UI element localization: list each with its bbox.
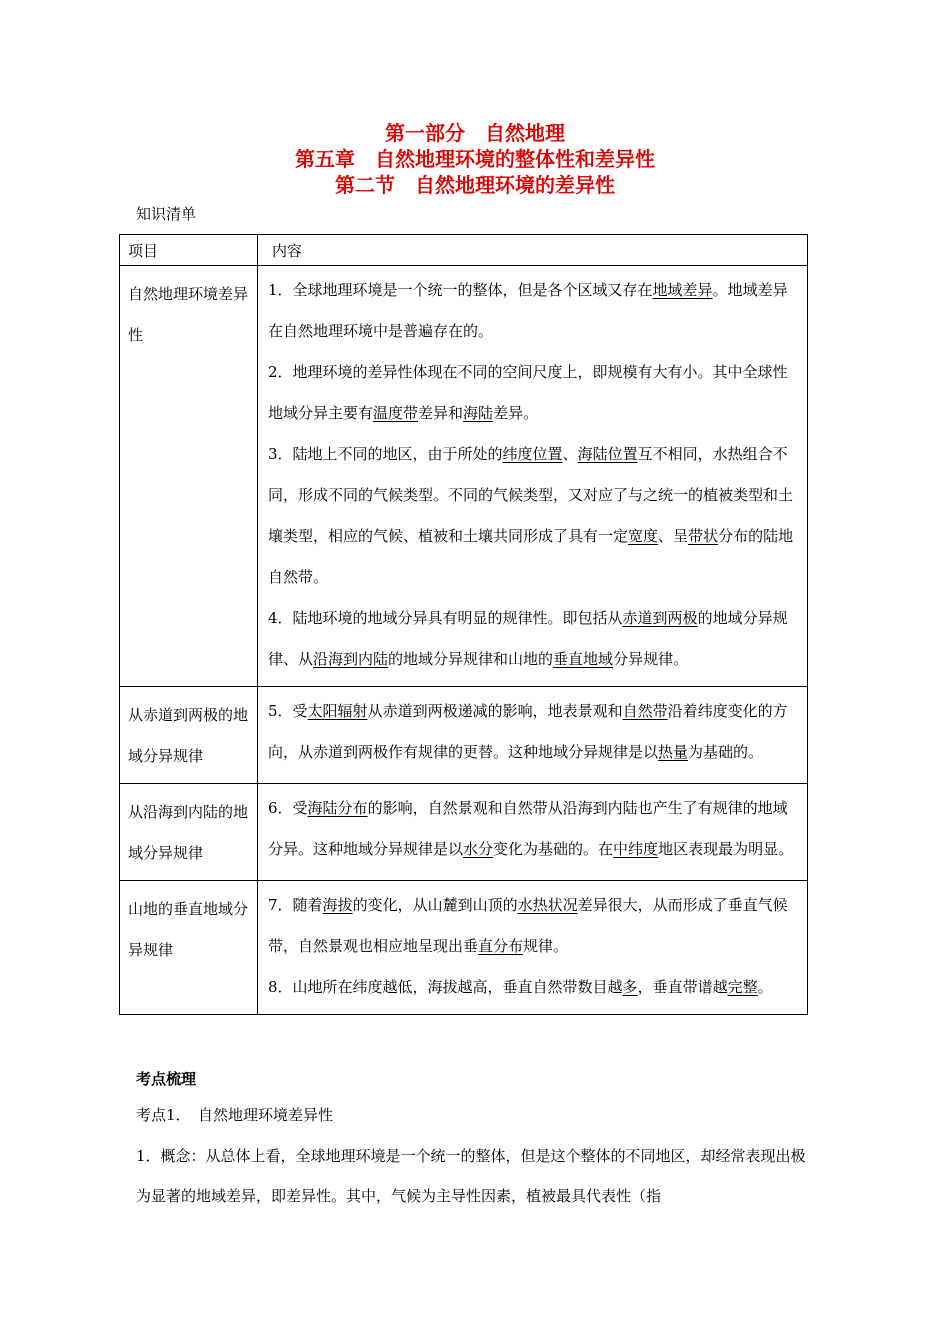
table-header-row (120, 235, 808, 266)
content-paragraph (268, 598, 799, 680)
section-title: 第二节 自然地理环境的差异性 (335, 173, 615, 197)
header-item: 项目 (120, 235, 258, 266)
keyword-underlined: 垂直地域 (553, 650, 614, 668)
chapter-title: 第五章 自然地理环境的整体性和差异性 (295, 147, 655, 171)
text-run: ，垂直带谱越 (637, 978, 728, 996)
text-run: 、呈 (658, 527, 689, 545)
body-paragraph: 1．概念：从总体上看，全球地理环境是一个统一的整体，但是这个整体的不同地区，却经常表现出极为显著的地域差异，即差异性。其中，气候为主导性因素，植被最具代表性（指 (136, 1147, 806, 1205)
text-run: 1．全球地理环境是一个统一的整体，但是各个区域又存在 (268, 281, 653, 299)
row-item: 自然地理环境差异性 (120, 266, 258, 687)
knowledge-list-label: 知识清单 (136, 205, 197, 223)
content-paragraph (268, 270, 799, 352)
content-paragraph (268, 434, 799, 598)
keyword-underlined: 沿海到内陆 (313, 650, 389, 668)
section-heading: 考点梳理 (136, 1070, 197, 1088)
keyword-underlined: 太阳辐射 (307, 702, 368, 720)
text-run: 沿着纬度变化的方向，从赤道到两极作有规律的更替。这种地域分异规律是以 (268, 702, 788, 761)
content-paragraph (268, 788, 799, 870)
keyword-underlined: 海陆分布 (307, 799, 368, 817)
row-content (258, 881, 808, 1015)
text-run: 8．山地所在纬度越低，海拔越高，垂直自然带数目越 (268, 978, 623, 996)
text-run: 为基础的。 (688, 743, 764, 761)
keyword-underlined: 多 (622, 978, 638, 996)
keyword-underlined: 水热状况 (517, 896, 578, 914)
keyword-underlined: 直分布 (478, 937, 524, 955)
knowledge-table (119, 234, 808, 1015)
text-run: 互不相同，水热组合不同，形成不同的气候类型。不同的气候类型，又对应了与之统一的植被类型和土壤类型，相应的气候、植被和土壤共同形成了具有一定 (268, 445, 794, 545)
point-title: 考点1． 自然地理环境差异性 (136, 1106, 334, 1124)
text-run: 的变化，从山麓到山顶的 (352, 896, 518, 914)
text-run: 、 (562, 445, 578, 463)
content-paragraph (268, 352, 799, 434)
table-row (120, 881, 808, 1015)
text-run: 地区表现最为明显。 (658, 840, 794, 858)
row-item: 从赤道到两极的地域分异规律 (120, 687, 258, 784)
text-run: 的地域分异规律、从 (268, 609, 788, 668)
content-paragraph (268, 691, 799, 773)
text-run: 3．陆地上不同的地区，由于所处的 (268, 445, 503, 463)
header-content: 内容 (258, 235, 808, 266)
keyword-underlined: 中纬度 (613, 840, 659, 858)
content-paragraph (268, 885, 799, 967)
row-content (258, 784, 808, 881)
keyword-underlined: 海拔 (322, 896, 353, 914)
keyword-underlined: 完整 (727, 978, 758, 996)
text-run: 分布的陆地自然带。 (268, 527, 794, 586)
row-item: 山地的垂直地域分异规律 (120, 881, 258, 1015)
text-run: 规律。 (523, 937, 569, 955)
keyword-underlined: 热量 (658, 743, 689, 761)
table-row (120, 784, 808, 881)
text-run: 差异很大，从而形成了垂直气候带，自然景观也相应地呈现出垂 (268, 896, 788, 955)
keyword-underlined: 宽度 (628, 527, 659, 545)
text-run: 4．陆地环境的地域分异具有明显的规律性。即包括从 (268, 609, 623, 627)
text-run: 差异和 (418, 404, 464, 422)
table-row (120, 687, 808, 784)
keyword-underlined: 带状 (688, 527, 719, 545)
keyword-underlined: 温度带 (373, 404, 419, 422)
text-run: 变化为基础的。在 (493, 840, 614, 858)
content-paragraph (268, 967, 799, 1008)
table-row (120, 266, 808, 687)
title-block (0, 120, 950, 198)
keyword-underlined: 海陆 (463, 404, 494, 422)
text-run: 2．地理环境的差异性体现在不同的空间尺度上，即规模有大有小。其中全球性地域分异主要有 (268, 363, 788, 422)
text-run: 7．随着 (268, 896, 323, 914)
part-title: 第一部分 自然地理 (385, 121, 565, 145)
text-run: 的地域分异规律和山地的 (388, 650, 554, 668)
text-run: 5．受 (268, 702, 308, 720)
text-run: 。 (757, 978, 773, 996)
keyword-underlined: 纬度位置 (502, 445, 563, 463)
row-item: 从沿海到内陆的地域分异规律 (120, 784, 258, 881)
keyword-underlined: 水分 (463, 840, 494, 858)
text-run: 。地域差异在自然地理环境中是普遍存在的。 (268, 281, 788, 340)
keyword-underlined: 赤道到两极 (622, 609, 698, 627)
keyword-underlined: 自然带 (622, 702, 668, 720)
text-run: 差异。 (493, 404, 539, 422)
text-run: 分异规律。 (613, 650, 689, 668)
row-content (258, 266, 808, 687)
keyword-underlined: 海陆位置 (577, 445, 638, 463)
text-run: 从赤道到两极递减的影响，地表景观和 (367, 702, 623, 720)
text-run: 6．受 (268, 799, 308, 817)
text-run: 的影响，自然景观和自然带从沿海到内陆也产生了有规律的地域分异。这种地域分异规律是以 (268, 799, 788, 858)
keyword-underlined: 地域差异 (652, 281, 713, 299)
row-content (258, 687, 808, 784)
